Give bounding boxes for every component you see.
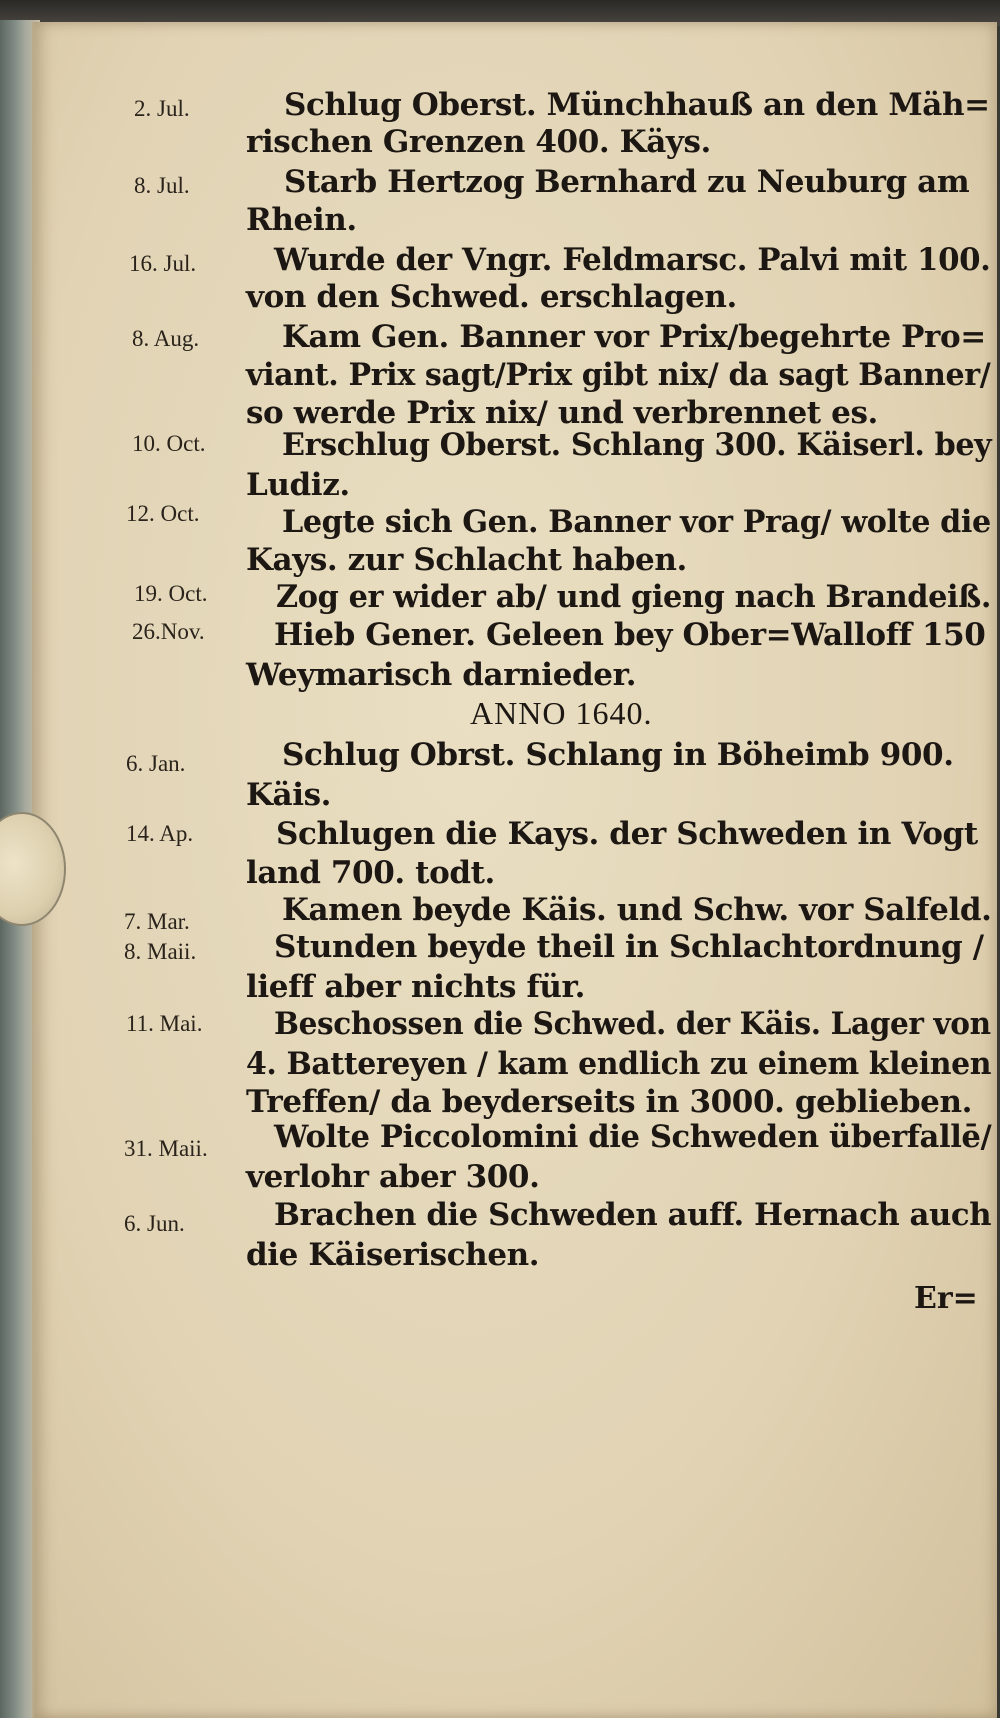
entry-text-line: Ludiz. bbox=[246, 467, 350, 503]
entry-date: 10. Oct. bbox=[132, 431, 206, 456]
entry-text-line: Zog er wider ab/ und gieng nach Brandeiß. bbox=[276, 579, 991, 615]
entry-date: 31. Maii. bbox=[124, 1136, 208, 1161]
entry-text-line: Schlug Oberst. Münchhauß an den Mäh= bbox=[284, 87, 990, 123]
entry-text-line: Käis. bbox=[246, 777, 332, 813]
entry-date: 12. Oct. bbox=[126, 501, 200, 526]
entry-text-line: Hieb Gener. Geleen bey Ober=Walloff 150 bbox=[274, 617, 986, 653]
entry-text-line: lieff aber nichts für. bbox=[246, 969, 585, 1005]
entry-text-line: Kays. zur Schlacht haben. bbox=[246, 542, 687, 578]
entry-text-line: Wurde der Vngr. Feldmarsc. Palvi mit 100. bbox=[274, 242, 991, 278]
entry-text-line: Kamen beyde Käis. und Schw. vor Salfeld. bbox=[282, 892, 992, 928]
entry-date: 8. Maii. bbox=[124, 939, 197, 964]
entry-date: 8. Aug. bbox=[132, 326, 200, 351]
entry-text-line: viant. Prix sagt/Prix gibt nix/ da sagt Banner/ bbox=[246, 357, 991, 393]
entry-text-line: Kam Gen. Banner vor Prix/begehrte Pro= bbox=[282, 319, 986, 355]
entry-text-line: land 700. todt. bbox=[246, 855, 495, 891]
catchword: Er= bbox=[914, 1281, 978, 1316]
entry-text-line: Beschossen die Schwed. der Käis. Lager von bbox=[274, 1006, 991, 1042]
entry-text-line: verlohr aber 300. bbox=[246, 1159, 540, 1195]
entry-text-line: Stunden beyde theil in Schlachtordnung / bbox=[274, 929, 984, 965]
entry-date: 6. Jan. bbox=[126, 751, 186, 776]
entry-text-line: Erschlug Oberst. Schlang 300. Käiserl. bey bbox=[282, 427, 992, 463]
entry-text-line: so werde Prix nix/ und verbrennet es. bbox=[246, 395, 878, 431]
entry-date: 14. Ap. bbox=[126, 821, 194, 846]
entry-text-line: 4. Battereyen / kam endlich zu einem kleinen bbox=[246, 1046, 992, 1082]
entry-date: 2. Jul. bbox=[134, 96, 190, 121]
entry-text-line: Rhein. bbox=[246, 202, 357, 238]
entry-text-line: von den Schwed. erschlagen. bbox=[246, 279, 737, 315]
entry-text-line: die Käiserischen. bbox=[246, 1237, 540, 1273]
entry-date: 7. Mar. bbox=[124, 909, 190, 934]
entry-date: 8. Jul. bbox=[134, 173, 190, 198]
entry-date: 26.Nov. bbox=[132, 619, 205, 644]
entry-text-line: rischen Grenzen 400. Käys. bbox=[246, 124, 711, 160]
entry-text-line: Starb Hertzog Bernhard zu Neuburg am bbox=[284, 164, 970, 200]
entry-date: 16. Jul. bbox=[129, 251, 197, 276]
book-page bbox=[32, 22, 997, 1718]
year-heading: ANNO 1640. bbox=[470, 695, 653, 731]
entry-text-line: Schlugen die Kays. der Schweden in Vogt bbox=[276, 816, 978, 852]
entry-text-line: Schlug Obrst. Schlang in Böheimb 900. bbox=[282, 737, 954, 773]
entry-date: 19. Oct. bbox=[134, 581, 208, 606]
entry-text-line: Weymarisch darnieder. bbox=[246, 657, 637, 693]
entry-text-line: Wolte Piccolomini die Schweden überfallē/ bbox=[274, 1119, 992, 1155]
entry-text-line: Treffen/ da beyderseits in 3000. geblieben. bbox=[246, 1084, 972, 1120]
entry-date: 6. Jun. bbox=[124, 1211, 185, 1236]
entry-text-line: Brachen die Schweden auff. Hernach auch bbox=[274, 1197, 992, 1233]
entry-text-line: Legte sich Gen. Banner vor Prag/ wolte die bbox=[282, 504, 991, 540]
entry-date: 11. Mai. bbox=[126, 1011, 203, 1036]
